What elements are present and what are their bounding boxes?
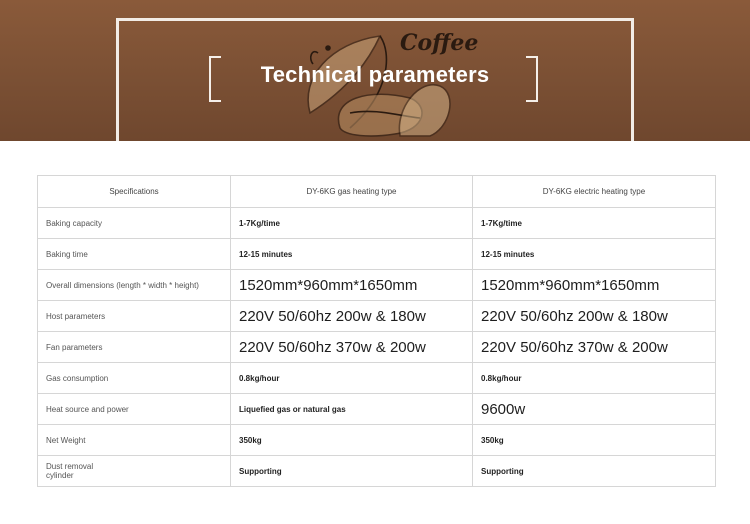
table-row xyxy=(38,425,716,456)
gas-value: 12-15 minutes xyxy=(231,239,473,270)
table-row xyxy=(38,394,716,425)
table-row xyxy=(38,208,716,239)
gas-value: 220V 50/60hz 200w & 180w xyxy=(231,301,473,332)
electric-value: 220V 50/60hz 370w & 200w xyxy=(473,332,716,363)
electric-value: 350kg xyxy=(473,425,716,456)
gas-value: Supporting xyxy=(231,456,473,487)
header-electric-type: DY-6KG electric heating type xyxy=(473,176,716,208)
row-label: Baking time xyxy=(38,239,231,270)
table-row xyxy=(38,332,716,363)
table-row xyxy=(38,456,716,487)
row-label: Heat source and power xyxy=(38,394,231,425)
gas-value: Liquefied gas or natural gas xyxy=(231,394,473,425)
row-label: Dust removal cylinder xyxy=(38,456,231,487)
row-label: Host parameters xyxy=(38,301,231,332)
table-row xyxy=(38,301,716,332)
electric-value: 9600w xyxy=(473,394,716,425)
row-label: Overall dimensions (length * width * height) xyxy=(38,270,231,301)
table-header-row xyxy=(38,176,716,208)
electric-value: 220V 50/60hz 200w & 180w xyxy=(473,301,716,332)
electric-value: Supporting xyxy=(473,456,716,487)
table-row xyxy=(38,239,716,270)
electric-value: 1520mm*960mm*1650mm xyxy=(473,270,716,301)
header-gas-type: DY-6KG gas heating type xyxy=(231,176,473,208)
row-label: Fan parameters xyxy=(38,332,231,363)
electric-value: 12-15 minutes xyxy=(473,239,716,270)
row-label: Gas consumption xyxy=(38,363,231,394)
gas-value: 1520mm*960mm*1650mm xyxy=(231,270,473,301)
gas-value: 220V 50/60hz 370w & 200w xyxy=(231,332,473,363)
row-label: Net Weight xyxy=(38,425,231,456)
gas-value: 1-7Kg/time xyxy=(231,208,473,239)
electric-value: 0.8kg/hour xyxy=(473,363,716,394)
gas-value: 0.8kg/hour xyxy=(231,363,473,394)
page-title: Technical parameters xyxy=(260,62,490,87)
table-row xyxy=(38,363,716,394)
gas-value: 350kg xyxy=(231,425,473,456)
spec-table xyxy=(37,175,716,487)
header-banner xyxy=(0,0,750,141)
coffee-script-word: Coffee xyxy=(400,30,479,56)
header-specifications: Specifications xyxy=(38,176,231,208)
row-label: Baking capacity xyxy=(38,208,231,239)
electric-value: 1-7Kg/time xyxy=(473,208,716,239)
table-row xyxy=(38,270,716,301)
